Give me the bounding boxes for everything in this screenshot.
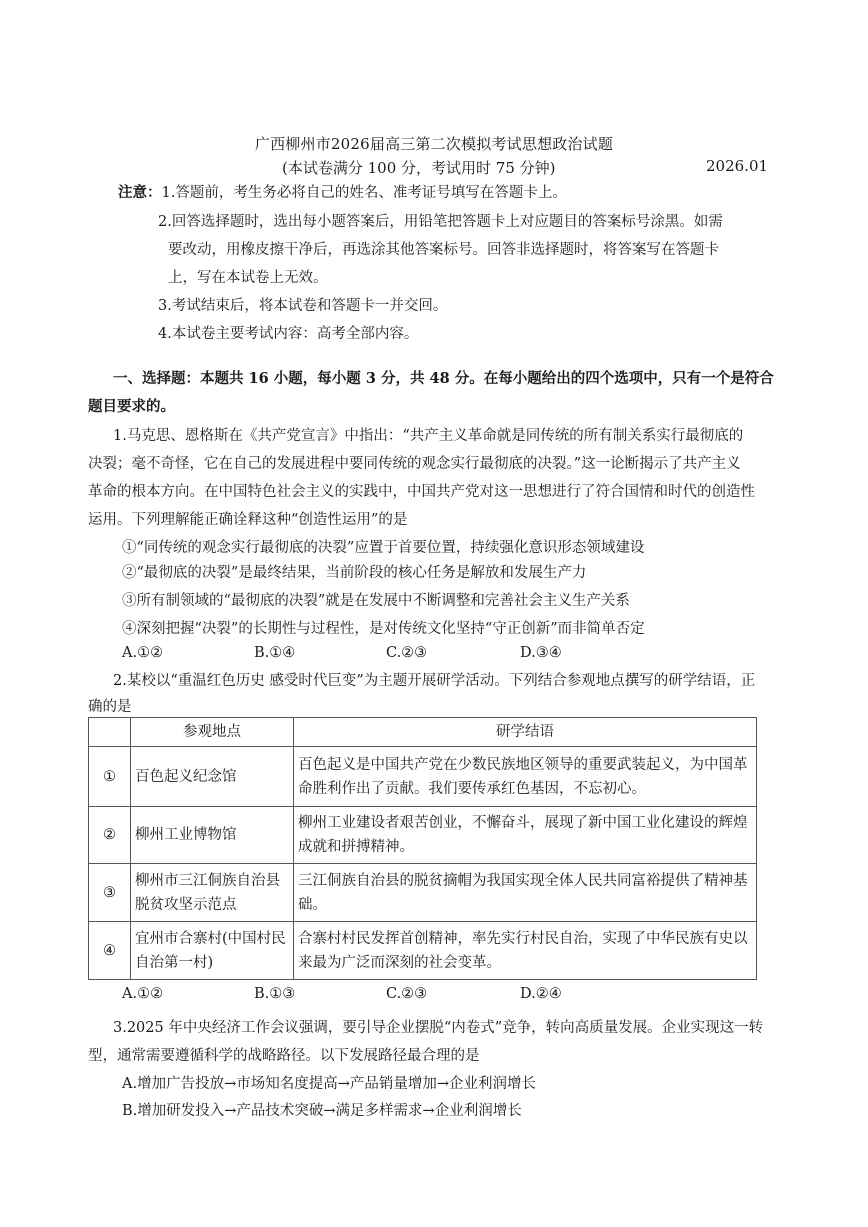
table-row: [89, 864, 757, 922]
table-cell: 柳州市三江侗族自治县脱贫攻坚示范点: [131, 864, 294, 922]
q1-stem: 运用。下列理解能正确诠释这种“创造性运用”的是: [88, 512, 408, 528]
table-cell: 百色起义纪念馆: [131, 747, 294, 807]
q1-stem: 决裂；毫不奇怪，它在自己的发展进程中要同传统的观念实行最彻底的决裂。”这一论断揭示了共产主义: [88, 456, 741, 472]
q2-option-a: A.①②: [122, 986, 164, 1002]
notice-text: 1.答题前，考生务必将自己的姓名、准考证号填写在答题卡上。: [161, 185, 567, 201]
section-heading-cont: 题目要求的。: [88, 398, 175, 415]
section-heading: 一、选择题：本题共 16 小题，每小题 3 分，共 48 分。在每小题给出的四个选项中，只有一个是符合: [113, 370, 774, 387]
q1-stem: 革命的根本方向。在中国特色社会主义的实践中，中国共产党对这一思想进行了符合国情和时代的创造性: [88, 484, 755, 500]
q3-stem: 型，通常需要遵循科学的战略路径。以下发展路径最合理的是: [88, 1048, 480, 1064]
q2-option-b: B.①③: [254, 986, 296, 1002]
q3-stem: 3.2025 年中央经济工作会议强调，要引导企业摆脱“内卷式”竞争，转向高质量发展。企业实现这一转: [113, 1020, 764, 1036]
q3-option-a: A.增加广告投放→市场知名度提高→产品销量增加→企业利润增长: [122, 1076, 537, 1092]
q1-option-c: C.②③: [386, 645, 428, 661]
q3-option-b: B.增加研发投入→产品技术突破→满足多样需求→企业利润增长: [122, 1103, 522, 1119]
table-header-cell: [89, 718, 131, 747]
table-cell: ③: [89, 864, 131, 922]
q1-statement: ①“同传统的观念实行最彻底的决裂”应置于首要位置，持续强化意识形态领域建设: [122, 540, 645, 556]
table-header-cell: 研学结语: [294, 718, 757, 747]
notice-item-2: 2.回答选择题时，选出每小题答案后，用铅笔把答题卡上对应题目的答案标号涂黑。如需: [158, 214, 723, 230]
q1-option-b: B.①④: [254, 645, 296, 661]
exam-subtitle: (本试卷满分 100 分，考试用时 75 分钟): [282, 159, 556, 177]
q2-stem: 确的是: [88, 699, 132, 715]
table-header-row: [89, 718, 757, 747]
table-cell: 宜州市合寨村(中国村民自治第一村): [131, 922, 294, 980]
q1-option-a: A.①②: [122, 645, 164, 661]
table-cell: ①: [89, 747, 131, 807]
exam-date: 2026.01: [706, 157, 769, 175]
notice-item-3: 3.考试结束后，将本试卷和答题卡一并交回。: [158, 298, 448, 314]
table-cell: ②: [89, 807, 131, 864]
table-row: [89, 747, 757, 807]
q1-option-d: D.③④: [520, 645, 562, 661]
table-cell: 柳州工业博物馆: [131, 807, 294, 864]
table-cell: ④: [89, 922, 131, 980]
notice-item-2-cont: 要改动，用橡皮擦干净后，再选涂其他答案标号。回答非选择题时，将答案写在答题卡: [168, 242, 719, 258]
exam-title: 广西柳州市2026届高三第二次模拟考试思想政治试题: [254, 135, 614, 153]
study-table: [88, 717, 757, 980]
q1-statement: ②“最彻底的决裂”是最终结果，当前阶段的核心任务是解放和发展生产力: [122, 565, 587, 581]
notice-item-1: [118, 183, 567, 203]
q2-stem: 2.某校以“重温红色历史 感受时代巨变”为主题开展研学活动。下列结合参观地点撰写的研学结语，正: [113, 673, 756, 689]
q1-stem: 1.马克思、恩格斯在《共产党宣言》中指出：“共产主义革命就是同传统的所有制关系实行最彻底的: [113, 428, 744, 444]
table-cell: 柳州工业建设者艰苦创业，不懈奋斗，展现了新中国工业化建设的辉煌成就和拼搏精神。: [294, 807, 757, 864]
q1-statement: ④深刻把握“决裂”的长期性与过程性，是对传统文化坚持“守正创新”而非简单否定: [122, 621, 645, 637]
table-row: [89, 807, 757, 864]
q1-statement: ③所有制领域的“最彻底的决裂”就是在发展中不断调整和完善社会主义生产关系: [122, 593, 630, 609]
notice-item-4: 4.本试卷主要考试内容：高考全部内容。: [158, 326, 419, 342]
q2-option-d: D.②④: [520, 986, 562, 1002]
table-cell: 合寨村村民发挥首创精神，率先实行村民自治，实现了中华民族有史以来最为广泛而深刻的社会变革。: [294, 922, 757, 980]
notice-label: 注意：: [118, 184, 162, 201]
table-cell: 三江侗族自治县的脱贫摘帽为我国实现全体人民共同富裕提供了精神基础。: [294, 864, 757, 922]
table-header-cell: 参观地点: [131, 718, 294, 747]
table-row: [89, 922, 757, 980]
notice-item-2-cont: 上，写在本试卷上无效。: [168, 270, 328, 286]
table-cell: 百色起义是中国共产党在少数民族地区领导的重要武装起义，为中国革命胜利作出了贡献。我们要传承红色基因，不忘初心。: [294, 747, 757, 807]
q2-option-c: C.②③: [386, 986, 428, 1002]
